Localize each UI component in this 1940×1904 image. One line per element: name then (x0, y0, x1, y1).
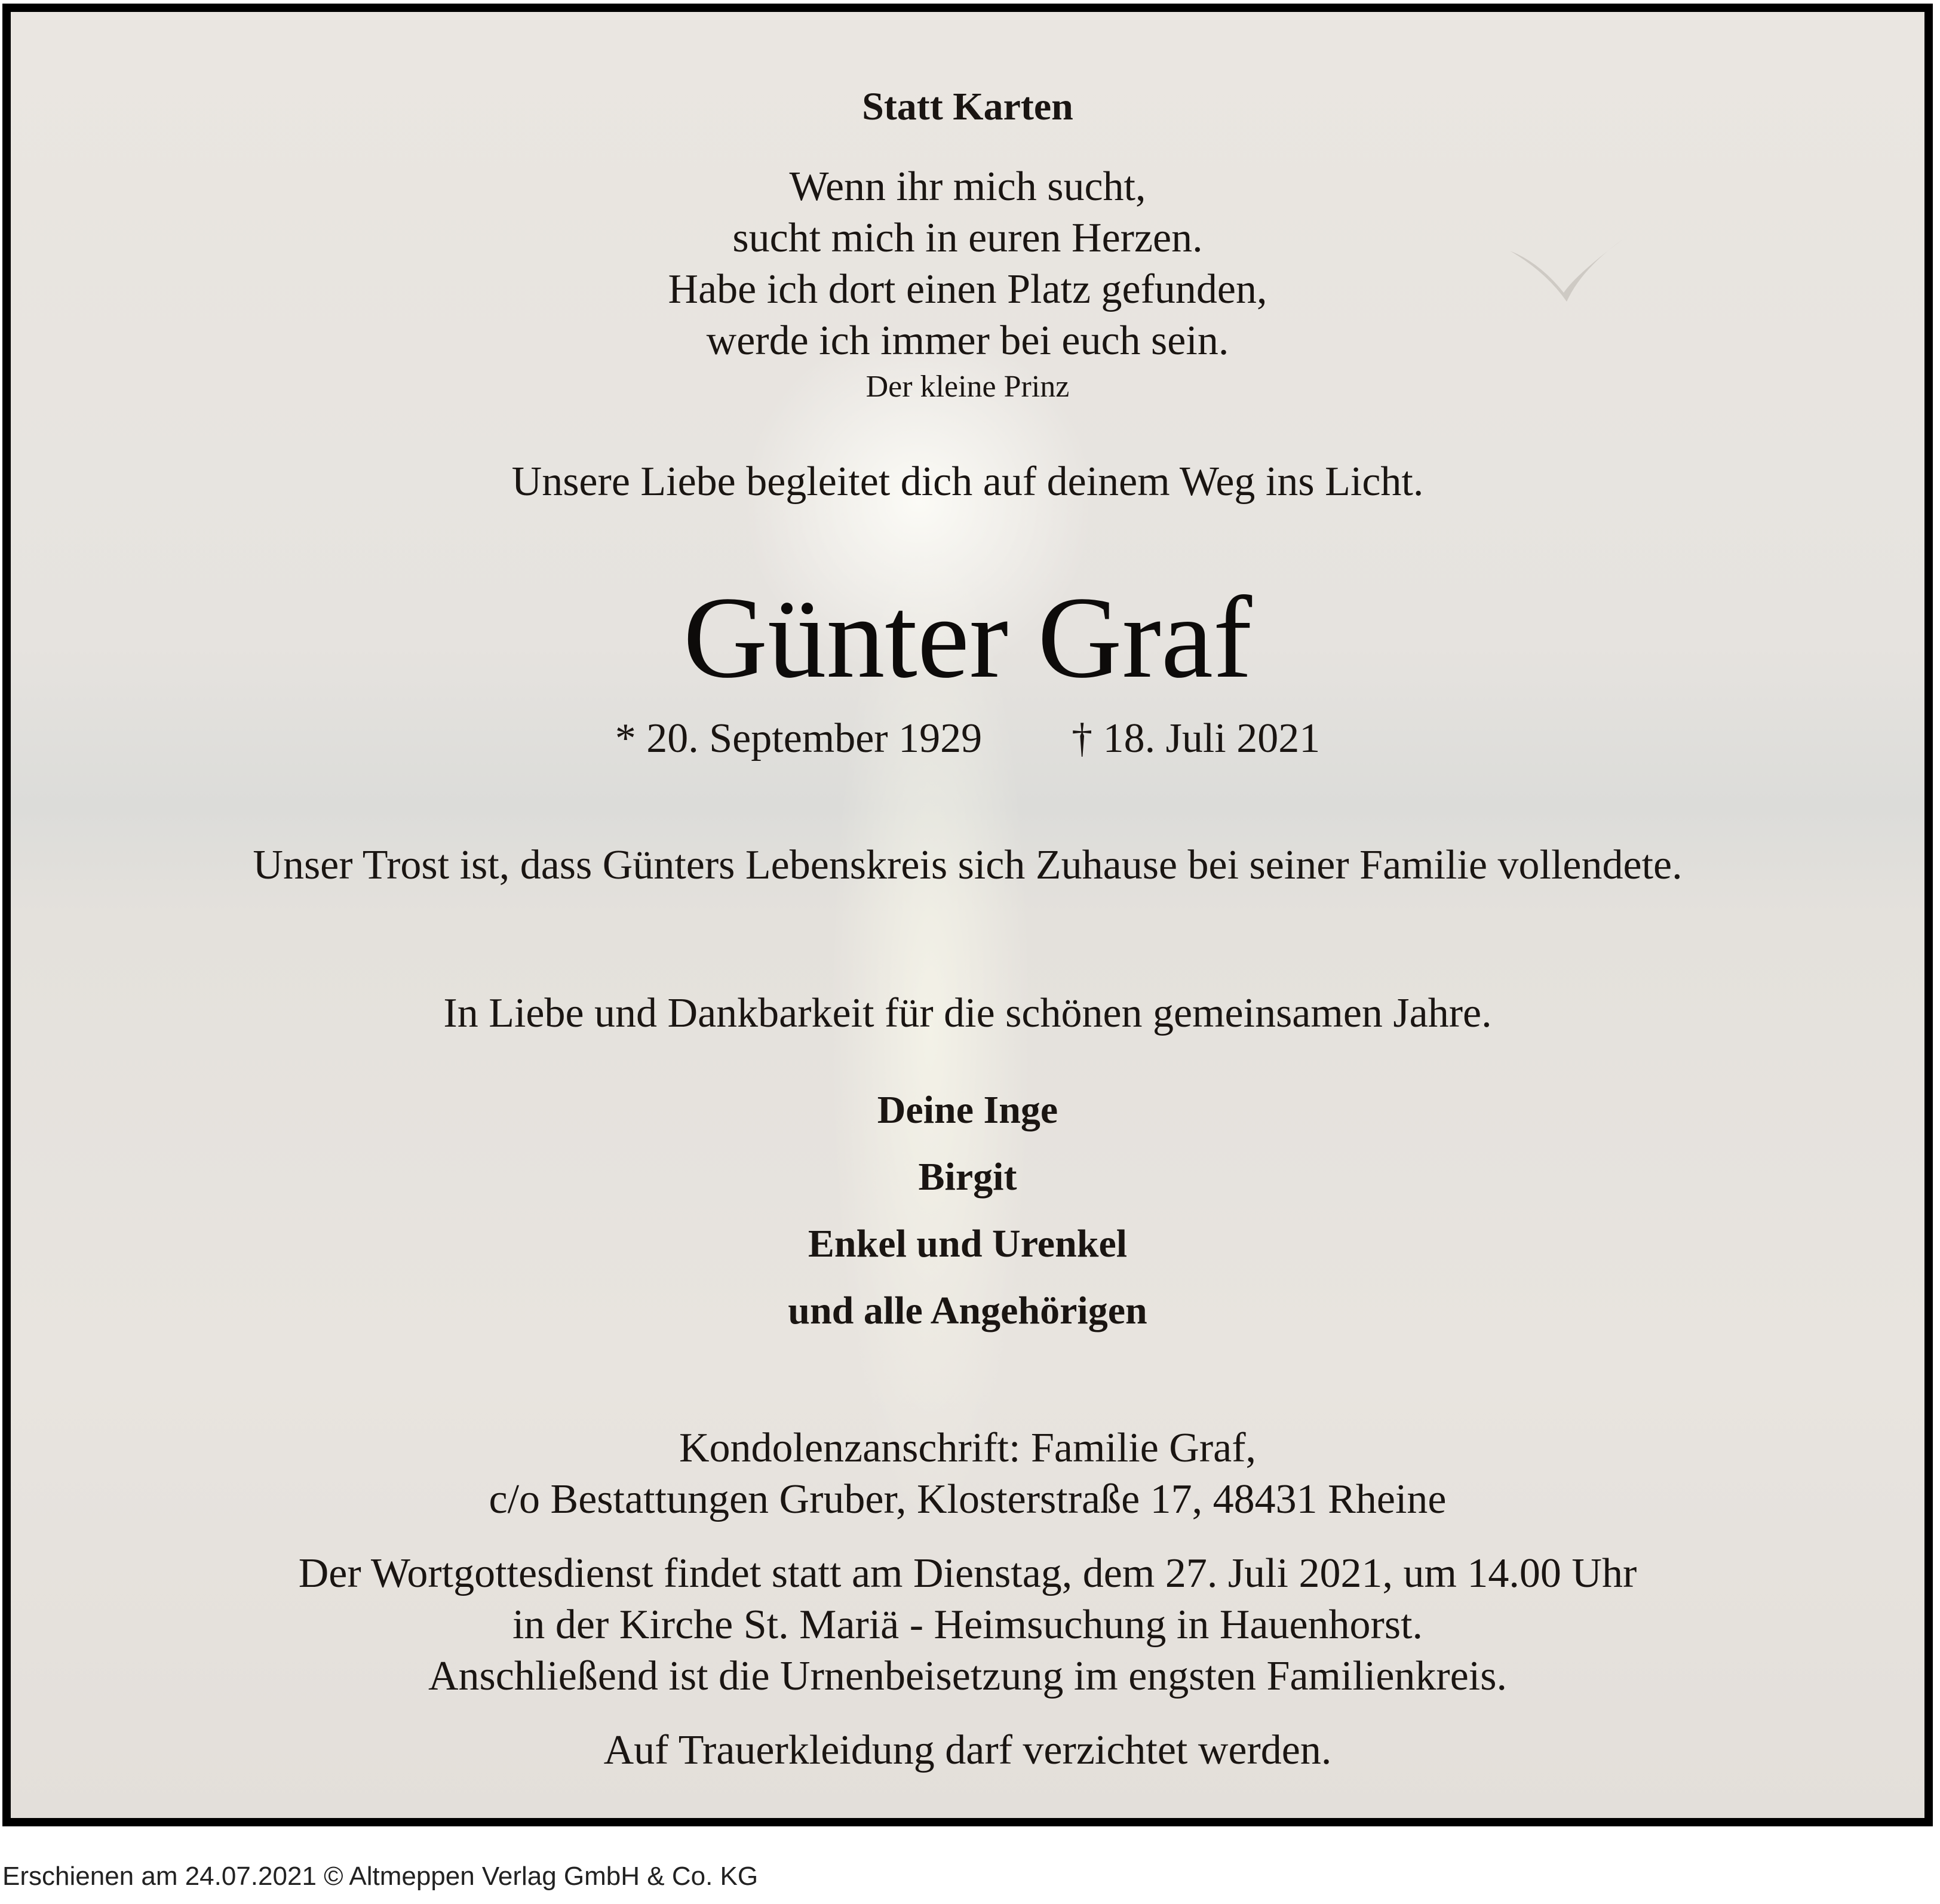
publication-footer: Erschienen am 24.07.2021 © Altmeppen Verlag GmbH & Co. KG (2, 1862, 759, 1891)
notice-heading: Statt Karten (862, 85, 1073, 128)
address-line: Kondolenzanschrift: Familie Graf, (679, 1425, 1257, 1471)
poem-line: sucht mich in euren Herzen. (732, 215, 1203, 261)
mourner-name: Enkel und Urenkel (808, 1222, 1128, 1266)
death-date: † 18. Juli 2021 (1072, 715, 1321, 761)
poem-line: Wenn ihr mich sucht, (789, 164, 1146, 210)
poem-source: Der kleine Prinz (865, 370, 1070, 404)
dress-note: Auf Trauerkleidung darf verzichtet werden. (603, 1727, 1332, 1773)
service-line: in der Kirche St. Mariä - Heimsuchung in Hauenhorst. (512, 1602, 1423, 1648)
service-line: Anschließend ist die Urnenbeisetzung im engsten Familienkreis. (428, 1653, 1507, 1699)
gratitude-text: In Liebe und Dankbarkeit für die schönen gemeinsamen Jahre. (443, 990, 1492, 1036)
poem-line: Habe ich dort einen Platz gefunden, (668, 266, 1267, 312)
address-line: c/o Bestattungen Gruber, Klosterstraße 17, 48431 Rheine (489, 1476, 1447, 1522)
service-line: Der Wortgottesdienst findet statt am Dienstag, dem 27. Juli 2021, um 14.00 Uhr (298, 1550, 1637, 1596)
mourner-name: und alle Angehörigen (788, 1289, 1147, 1332)
obituary-notice (2, 4, 1933, 1826)
poem-line: werde ich immer bei euch sein. (706, 318, 1229, 364)
mourner-name: Birgit (918, 1155, 1017, 1199)
life-dates (11, 715, 1924, 761)
intro-text: Unsere Liebe begleitet dich auf deinem Weg ins Licht. (511, 459, 1424, 505)
deceased-name: Günter Graf (683, 573, 1253, 702)
mourner-name: Deine Inge (877, 1088, 1058, 1132)
birth-date: * 20. September 1929 (615, 715, 983, 761)
comfort-text: Unser Trost ist, dass Günters Lebenskreis sich Zuhause bei seiner Familie vollendete. (253, 842, 1683, 888)
